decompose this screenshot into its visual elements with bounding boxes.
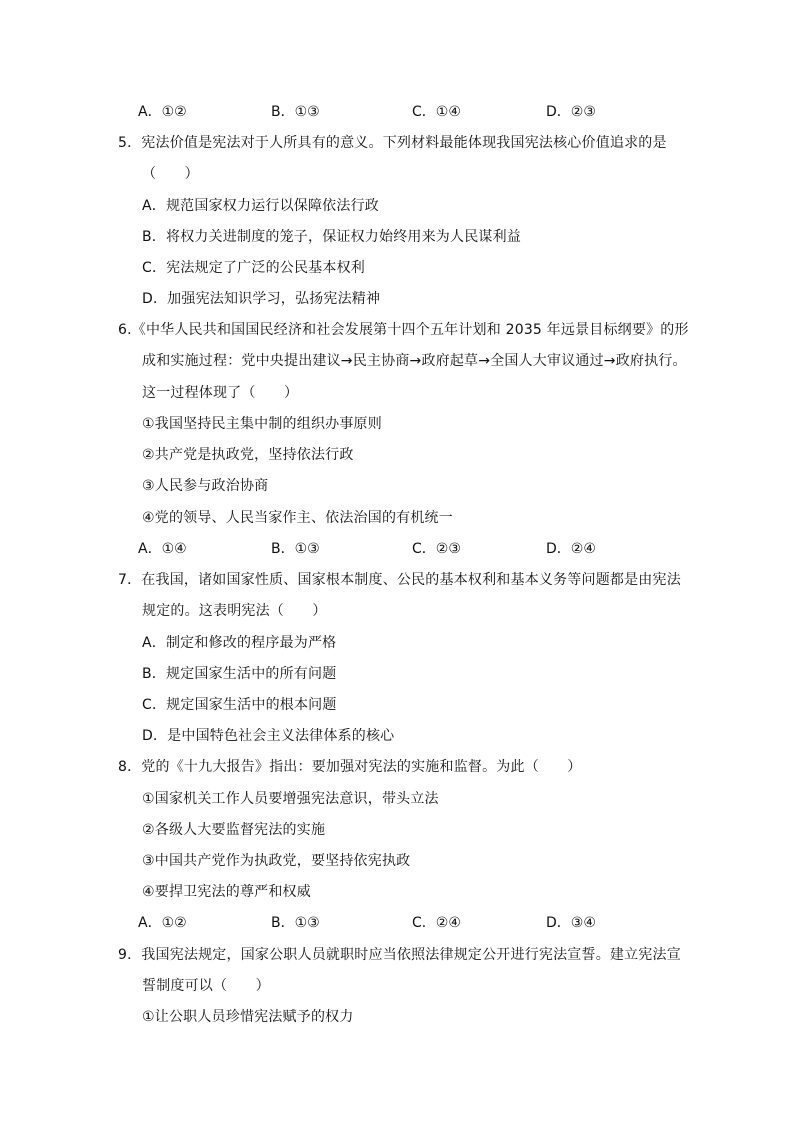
q5-option-d[interactable]: D．加强宪法知识学习，弘扬宪法精神	[142, 291, 381, 307]
q5-stem-line-2: （ ）	[142, 166, 199, 182]
q4-option-c[interactable]: C．①④	[412, 104, 461, 120]
q6-option-a[interactable]: A．①④	[138, 541, 187, 557]
q6-item-4: ④党的领导、人民当家作主、依法治国的有机统一	[142, 510, 453, 526]
q4-option-a[interactable]: A．①②	[138, 104, 187, 120]
q6-stem-line-1: 6.《中华人民共和国国民经济和社会发展第十四个五年计划和 2035 年远景目标纲要》的形	[118, 322, 689, 338]
q4-option-d[interactable]: D．②③	[546, 104, 596, 120]
q5-option-b[interactable]: B．将权力关进制度的笼子，保证权力始终用来为人民谋利益	[142, 229, 522, 245]
q7-stem-line-1: 7．在我国，诸如国家性质、国家根本制度、公民的基本权利和基本义务等问题都是由宪法	[118, 572, 681, 588]
q5-option-a[interactable]: A．规范国家权力运行以保障依法行政	[142, 198, 379, 214]
q8-option-b[interactable]: B．①③	[271, 915, 320, 931]
q6-stem-line-2: 成和实施过程：党中央提出建议→民主协商→政府起草→全国人大审议通过→政府执行。	[142, 353, 687, 369]
q7-option-b[interactable]: B．规定国家生活中的所有问题	[142, 666, 337, 682]
q6-option-c[interactable]: C．②③	[412, 541, 461, 557]
q8-item-1: ①国家机关工作人员要增强宪法意识，带头立法	[142, 791, 439, 807]
q6-item-1: ①我国坚持民主集中制的组织办事原则	[142, 416, 382, 432]
q6-stem-line-3: 这一过程体现了（ ）	[142, 385, 299, 401]
q8-options	[138, 913, 638, 933]
q8-item-2: ②各级人大要监督宪法的实施	[142, 822, 326, 838]
q6-item-3: ③人民参与政治协商	[142, 478, 269, 494]
q6-item-2: ②共产党是执政党，坚持依法行政	[142, 447, 354, 463]
q5-stem-line-1: 5．宪法价值是宪法对于人所具有的意义。下列材料最能体现我国宪法核心价值追求的是	[118, 135, 667, 151]
q7-option-c[interactable]: C．规定国家生活中的根本问题	[142, 697, 337, 713]
q9-item-1: ①让公职人员珍惜宪法赋予的权力	[142, 1009, 354, 1025]
q8-item-3: ③中国共产党作为执政党，要坚持依宪执政	[142, 853, 411, 869]
q5-option-c[interactable]: C．宪法规定了广泛的公民基本权利	[142, 260, 365, 276]
q9-stem-line-1: 9．我国宪法规定，国家公职人员就职时应当依照法律规定公开进行宪法宣誓。建立宪法宣	[118, 947, 681, 963]
q8-option-a[interactable]: A．①②	[138, 915, 187, 931]
q6-option-b[interactable]: B．①③	[271, 541, 320, 557]
q8-item-4: ④要捍卫宪法的尊严和权威	[142, 884, 311, 900]
q4-option-b[interactable]: B．①③	[271, 104, 320, 120]
q8-stem-line-1: 8．党的《十九大报告》指出：要加强对宪法的实施和监督。为此（ ）	[118, 759, 582, 775]
q9-stem-line-2: 誓制度可以（ ）	[142, 978, 270, 994]
q8-option-d[interactable]: D．③④	[546, 915, 596, 931]
q7-option-d[interactable]: D．是中国特色社会主义法律体系的核心	[142, 728, 395, 744]
q4-options	[138, 102, 638, 122]
q7-option-a[interactable]: A．制定和修改的程序最为严格	[142, 635, 337, 651]
q6-option-d[interactable]: D．②④	[546, 541, 596, 557]
q7-stem-line-2: 规定的。这表明宪法（ ）	[142, 603, 327, 619]
q8-option-c[interactable]: C．②④	[412, 915, 461, 931]
q6-options	[138, 539, 638, 559]
